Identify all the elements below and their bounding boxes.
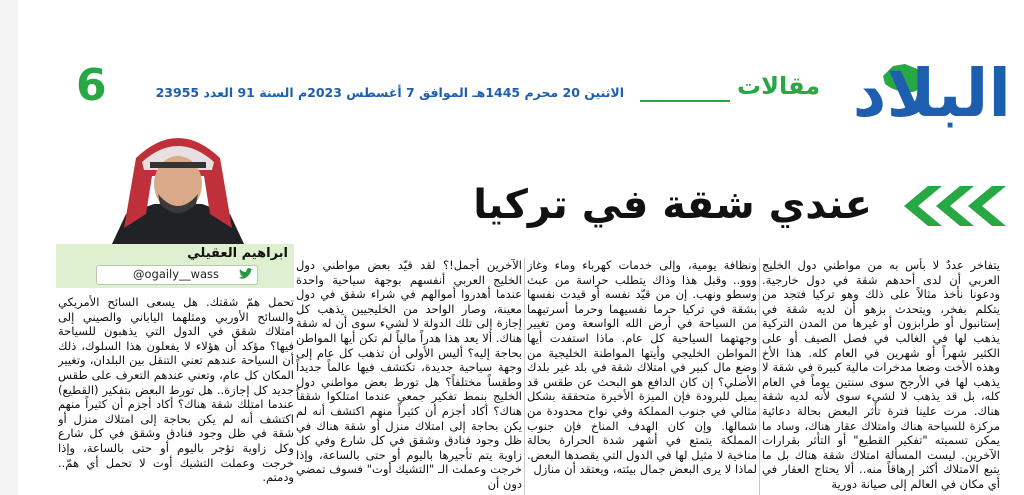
article-paragraph: تحمل همّ شقتك. هل يسعى السائح الأمريكي والسائح الأوربي ومثلهما الياباني والصيني إلى امتلاك شقق في الدول التي يذهبون للسياحة فيها؟ مؤكد أن هؤلاء لا يفعلون هذا السلوك، ذلك أن السياحة عندهم تعني التنقل بين البلدان، وتغيير المكان كل عام، وتعني عندهم التعرف على طقس جديد كل إجازة.. هل تورط البعض بتفكير (القطيع) عندما امتلك شقة هناك؟ أكاد أجزم أن كثيراً منهم اكتشف أنه لم يكن بحاجة إلى امتلاك منزل أو شقة في ظل وجود فنادق وشقق في كل شارع وكل زاوية تؤجر باليوم أو حتى بالساعة، وإذا خرجت وعملت التشيك أوت لا تحمل أي همّ.. ودمتم. (58, 295, 294, 485)
column-divider (524, 258, 525, 495)
column-divider (759, 258, 760, 495)
article-paragraph: ونظافة يومية، وإلى خدمات كهرباء وماء وغاز ووو.. وقبل هذا وذاك يتطلب حراسة من عبث وسطو ونهب. إن من قيّد نفسه أو قيدت نفسها بشقة في تركيا حرما نفسيهما وحرما أسرتيهما من السياحة في أرض الله الواسعة ومن تغيير وجهتهما السياحية كل عام. ماذا استفدت أيها المواطن الخليجي وأيتها المواطنة الخليجية من وضع مال كبير في امتلاك شقة في بلد غير بلدك الأصلي؟ إن كان الدافع هو البحث عن طقس قد يميل للبرودة فإن الميزة الأخيرة متحققة بشكل مثالي في جنوب المملكة وفي نواح محدودة من شمالها. وإن كان الهدف المناخ فإن جنوب المملكة يتمتع في أشهر شدة الحرارة بحالة مناخية لا مثيل لها في الدول التي يقصدها البعض. لماذا لا يرى البعض جمال بيئته، ويعتقد أن منازل (527, 258, 757, 477)
chevron-arrows-icon (894, 186, 1006, 226)
section-label: مقالات (737, 72, 821, 100)
newspaper-masthead (835, 52, 1011, 136)
dateline: الاثنين 20 محرم 1445هـ الموافق 7 أغسطس 2023م السنة 91 العدد 23955 (155, 85, 624, 100)
article-headline: عندي شقة في تركيا (473, 182, 872, 228)
page-margin (0, 0, 18, 495)
article-paragraph: يتفاخر عددٌ لا بأس به من مواطني دول الخليج العربي أن لدى أحدهم شقة في دول خارجية. ودعونا نأخذ مثالاً على ذلك وهو تركيا فتجد من يتكلم بفخر، ويتحدث بزهو أن لديه شقة في إستانبول أو طرابزون أو غيرها من المدن التركية يذهب لها في الغالب في فصل الصيف أو على الكثير شهراً أو شهرين في العام كله. هذا الأخ وهذه الأخت وضعا مدخرات مالية كبيرة في شقة لا يذهب لها في الأرجح سوى سنتين يوماً في العام كله، بل قد يذهب لا لشيء سوى لأنه لديه شقة هناك. مرت علينا فترة تأثر البعض بحالة دعائية مركزة للسياحة هناك وامتلاك عقار هناك، وساد ما يمكن تسميته "تفكير القطيع" أو التأثر بقرارات الآخرين. ليست المسألة امتلاك شقة هناك بل ما يتبع الامتلاك أكثر إرهاقاً منه.. ألا يحتاج العقار في أي مكان في العالم إلى صيانة دورية (762, 258, 1000, 491)
twitter-icon (238, 266, 254, 282)
article-column-4 (58, 295, 294, 495)
article-column-2 (527, 258, 757, 495)
masthead-title: البلاد (852, 55, 1011, 132)
article-paragraph: الآخرين أجمل!؟ لقد قيّد بعض مواطني دول الخليج العربي أنفسهم بوجهة سياحية واحدة عندما أهدروا أموالهم في شراء شقق في دول معينة، وصار الواحد من الخليجيين يذهب كل إجازة إلى تلك الدولة لا لشيء سوى أن له شقة هناك. ألا يعد هذا هدراً مالياً لم تكن أيها المواطن بحاجة إليه؟ أليس الأولى أن تذهب كل عام إلى وجهة سياحية جديدة، تكتشف فيها عالماً جديداً وطقساً مختلفاً؟ هل تورط بعض مواطني دول الخليج بنمط تفكير جمعي عندما امتلكوا شققاً هناك؟ أكاد أجزم أن كثيراً منهم اكتشف أنه لم يكن بحاجة إلى امتلاك منزل أو شقة هناك في ظل وجود فنادق وشقق في كل شارع وفي كل زاوية يتم تأجيرها باليوم أو حتى بالساعة، وإذا خرجت وعملت الـ "التشيك أوت" فسوف تمضي دون أن (296, 258, 522, 491)
author-handle: @ogaily__wass (132, 267, 219, 281)
author-name: ابراهيم العقيلي (187, 246, 288, 261)
header-rule (640, 100, 730, 102)
article-column-3 (296, 258, 522, 495)
article-column-1 (762, 258, 1000, 495)
author-photo (92, 118, 264, 244)
page-number: 6 (76, 60, 107, 111)
